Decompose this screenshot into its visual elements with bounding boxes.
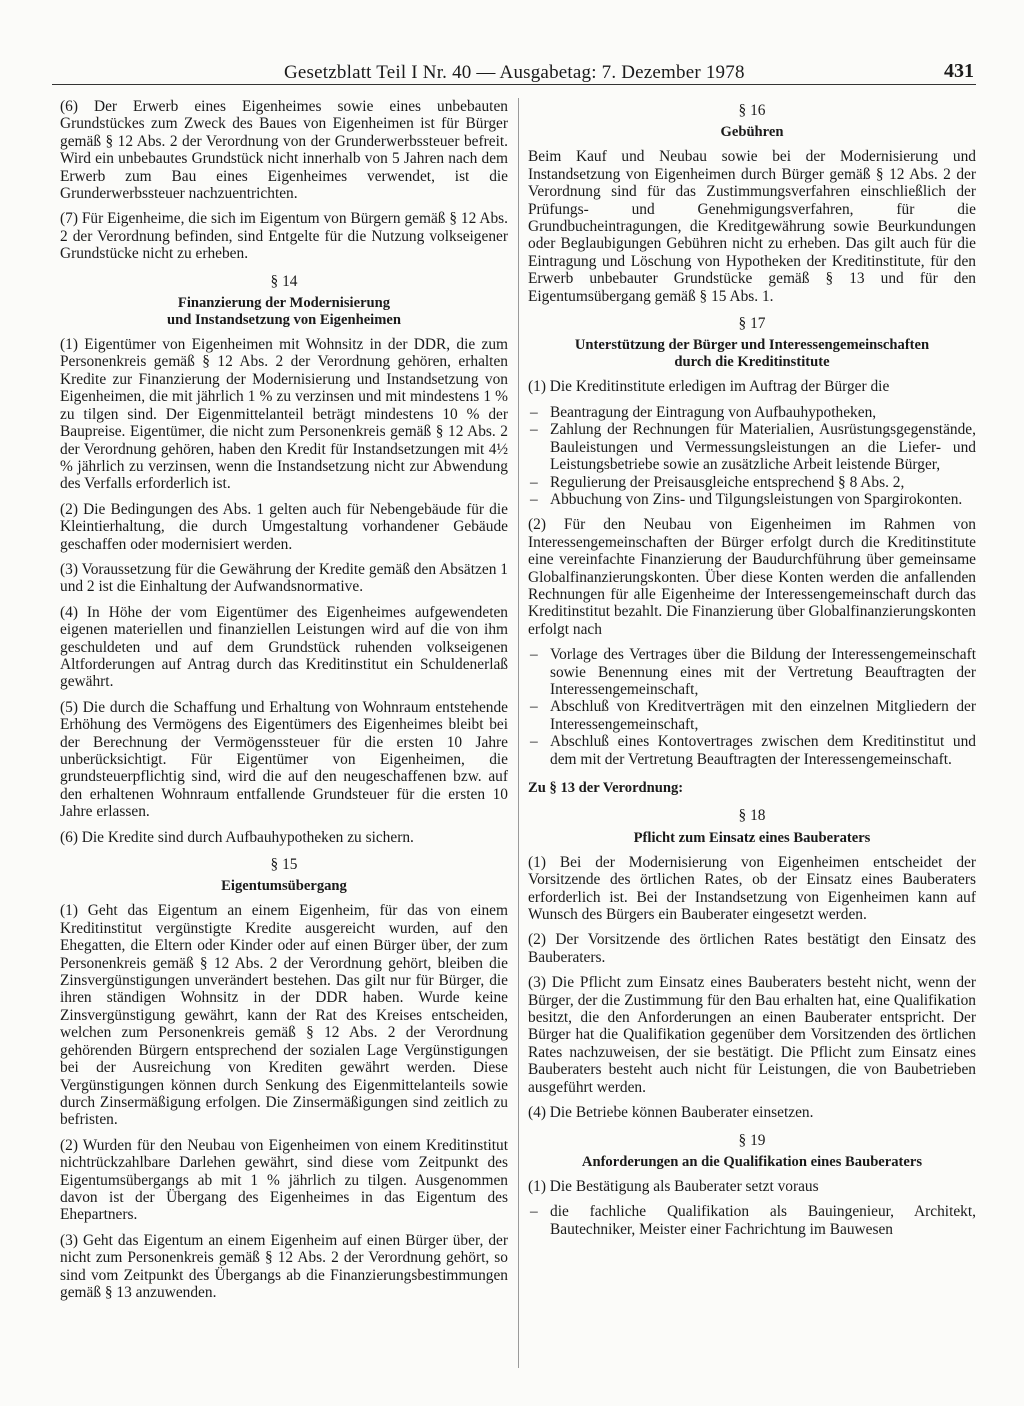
paragraph: (6) Die Kredite sind durch Aufbauhypotheken zu sichern. xyxy=(60,828,414,846)
paragraph: (3) Geht das Eigentum an einem Eigenheim auf einen Bürger über, der nicht zum Personenkreis gemäß § 12 Abs. 2 der Verordnung gehört, so sind vom Zeitpunkt des Übergangs ab die Finanzierungsbestimmungen gemäß § 13 anzuwenden. xyxy=(60,1231,508,1301)
paragraph: (2) Wurden für den Neubau von Eigenheimen von einem Kreditinstitut nichtrückzahlbare Darlehen gewährt, sind diese vom Zeitpunkt des Eigentumsübergangs ab mit 1 % jährlich zu tilgen. Ausgenommen davon ist der Übergang des Eigenheimes in das Eigentum des Ehepartners. xyxy=(60,1136,508,1224)
paragraph: (4) Die Betriebe können Bauberater einsetzen. xyxy=(528,1104,814,1122)
section-number: § 15 xyxy=(270,856,298,874)
paragraph: (1) Bei der Modernisierung von Eigenheimen entscheidet der Vorsitzende des örtlichen Rates, ob der Einsatz eines Bauberaters erforderlich ist. Bei der Instandsetzung von Eigenheimen kann auf Wunsch des Bürgers ein Bauberater eingesetzt werden. xyxy=(528,853,976,924)
list-item: – Regulierung der Preisausgleiche entsprechend § 8 Abs. 2, xyxy=(528,474,976,491)
section-title: Eigentumsübergang xyxy=(221,878,347,895)
paragraph: (2) Die Bedingungen des Abs. 1 gelten auch für Nebengebäude für die Kleintierhaltung, die durch Umgestaltung vorhandener Gebäude geschaffen oder modernisiert werden. xyxy=(60,500,508,553)
page-number: 431 xyxy=(944,60,974,82)
list-item: – Abschluß von Kreditverträgen mit den einzelnen Mitgliedern der Interessengemeinschaft, xyxy=(528,698,976,733)
paragraph: (4) In Höhe der vom Eigentümer des Eigenheimes aufgewendeten eigenen materiellen und finanziellen Leistungen wird auf die von ihm geschuldeten und auf dem Grundstück ruhenden volkseigenen Altforderungen auf Antrag durch das Kreditinstitut ein Schuldenerlaß gewährt. xyxy=(60,603,508,691)
section-number: § 16 xyxy=(738,102,766,119)
section-title: Pflicht zum Einsatz eines Bauberaters xyxy=(633,829,871,846)
list-item: – Zahlung der Rechnungen für Materialien, Ausrüstungsgegenstände, Bauleistungen und Vermessungsleistungen an die Liefer- und Leistungsbetriebe sowie an zusätzliche Arbeit leistende Bürger, xyxy=(528,421,976,473)
section-number: § 17 xyxy=(738,315,766,333)
paragraph: (1) Die Kreditinstitute erledigen im Auftrag der Bürger die xyxy=(528,378,890,396)
list-item: – die fachliche Qualifikation als Bauingenieur, Architekt, Bautechniker, Meister einer Fachrichtung im Bauwesen xyxy=(528,1203,976,1238)
section-title-line: Finanzierung der Modernisierung xyxy=(177,295,391,312)
subheading: Zu § 13 der Verordnung: xyxy=(528,780,684,796)
paragraph: (2) Für den Neubau von Eigenheimen im Rahmen von Interessengemeinschaften der Bürger erfolgt durch die Kreditinstitute eine vereinfachte Finanzierung der Baudurchführung über gemeinsame Globalfinanzierungskonten. Über diese Konten werden die anfallenden Rechnungen für alle Eigenheime der Interessengemeinschaft durch das Kreditinstitut bezahlt. Die Finanzierung über Globalfinanzierungskonten erfolgt nach xyxy=(528,516,976,638)
section-number: § 14 xyxy=(270,272,298,290)
paragraph: (6) Der Erwerb eines Eigenheimes sowie eines unbebauten Grundstückes zum Zweck des Baues von Eigenheimen ist für Bürger gemäß § 12 Abs. 2 der Verordnung von der Grunderwerbssteuer befreit. Wird ein unbebautes Grundstück nicht innerhalb von 5 Jahren nach dem Erwerb zum Bau eines Eigenheimes verwendet, ist die Grunderwerbssteuer nachzuentrichten. xyxy=(60,98,508,203)
paragraph: (5) Die durch die Schaffung und Erhaltung von Wohnraum entstehende Erhöhung des Vermögens des Eigentümers des Eigenheimes bleibt bei der Berechnung der Vermögenssteuer für die ersten 10 Jahre unberücksichtigt. Für Eigentümer von Eigenheimen, die grundsteuerpflichtig sind, wird die auf den neugeschaffenen bzw. auf den erhaltenen Wohnraum entfallende Grundsteuer für die ersten 10 Jahre erlassen. xyxy=(60,698,508,821)
section-number: § 19 xyxy=(738,1131,766,1149)
dash-list xyxy=(528,1203,976,1238)
paragraph: (1) Geht das Eigentum an einem Eigenheim, für das von einem Kreditinstitut vergünstigte Kredite ausgereicht wurden, auf den Ehegatten, die Eltern oder Kinder oder auf einen Bürger über, der zum Personenkreis gemäß § 12 Abs. 2 der Verordnung gehört, bleiben die Zinsvergünstigungen unverändert bestehen. Das gilt nur für Bürger, die ihren ständigen Wohnsitz in der DDR haben. Wurde keine Zinsvergünstigung gewährt, kann der Rat des Kreises entscheiden, welchen zum Personenkreis gemäß § 12 Abs. 2 der Verordnung gehörenden Bürgern entsprechend der sozialen Lage Vergünstigungen bei der Ausreichung von Krediten gewährt werden. Diese Vergünstigungen können durch Senkung des Eigenmittelanteils sowie durch Zinsermäßigung erfolgen. Die Zinsermäßigungen sind zeitlich zu befristen. xyxy=(60,902,508,1129)
list-item: – Abbuchung von Zins- und Tilgungsleistungen von Spargirokonten. xyxy=(528,491,976,508)
list-item: – Abschluß eines Kontovertrages zwischen dem Kreditinstitut und dem mit der Vertretung Beauftragten der Interessengemeinschaft. xyxy=(528,733,976,768)
left-column xyxy=(60,98,508,1309)
section-title xyxy=(528,337,976,371)
section-number: § 18 xyxy=(738,807,766,825)
paragraph: (7) Für Eigenheime, die sich im Eigentum von Bürgern gemäß § 12 Abs. 2 der Verordnung befinden, sind Entgelte für die Nutzung volkseigener Grundstücke nicht zu erheben. xyxy=(60,210,508,263)
paragraph: (2) Der Vorsitzende des örtlichen Rates bestätigt den Einsatz des Bauberaters. xyxy=(528,931,976,966)
right-column xyxy=(528,98,976,1246)
dash-list xyxy=(528,646,976,768)
section-title-line: durch die Kreditinstitute xyxy=(674,354,830,371)
column-divider xyxy=(518,98,519,1368)
section-title: Anforderungen an die Qualifikation eines Bauberaters xyxy=(581,1153,923,1170)
paragraph: (1) Die Bestätigung als Bauberater setzt voraus xyxy=(528,1177,819,1195)
page-header xyxy=(52,60,976,85)
paragraph: (3) Die Pflicht zum Einsatz eines Bauberaters besteht nicht, wenn der Bürger, der die Zustimmung für den Bau erhalten hat, eine Qualifikation besitzt, die den Anforderungen an einen Bauberater entspricht. Der Bürger hat die Qualifikation gegenüber dem Vorsitzenden des örtlichen Rates nachzuweisen, der sie bestätigt. Die Pflicht zum Einsatz eines Bauberaters besteht auch nicht für Leistungen, die von Baubetrieben ausgeführt werden. xyxy=(528,974,976,1096)
section-title-line: und Instandsetzung von Eigenheimen xyxy=(167,312,401,329)
paragraph: (1) Eigentümer von Eigenheimen mit Wohnsitz in der DDR, die zum Personenkreis gemäß § 12 Abs. 2 der Verordnung gehören, erhalten Kredite zur Finanzierung der Modernisierung und Instandsetzung von Eigenheimen, die mit jährlich 1 % zu verzinsen und mit mindestens 1 % zu tilgen sind. Der Eigenmittelanteil beträgt mindestens 10 % der Baupreise. Eigentümer, die nicht zum Personenkreis gemäß § 12 Abs. 2 der Verordnung gehören, haben den Kredit für Instandsetzungen mit 4½ % jährlich zu verzinsen, wenn die Instandsetzung nicht zur Abwendung des Verfalls erforderlich ist. xyxy=(60,336,508,493)
section-title: Gebühren xyxy=(720,124,784,141)
gazette-title: Gesetzblatt Teil I Nr. 40 — Ausgabetag: 7. Dezember 1978 xyxy=(284,62,745,83)
paragraph: Beim Kauf und Neubau sowie bei der Modernisierung und Instandsetzung von Eigenheimen durch Bürger gemäß § 12 Abs. 2 der Verordnung sind für das Zustimmungsverfahren einschließlich der Prüfungs- und Genehmigungsverfahren, für die Grundbucheintragungen, die Kreditgewährung sowie Beurkundungen oder Beglaubigungen Gebühren nicht zu erheben. Das gilt auch für die Eintragung und Löschung von Hypotheken der Kreditinstitute, für den Erwerb unbebauter Grundstücke gemäß § 13 und für den Eigentumsübergang gemäß § 15 Abs. 1. xyxy=(528,148,976,305)
list-item: – Vorlage des Vertrages über die Bildung der Interessengemeinschaft sowie Benennung eines mit der Vertretung Beauftragten der Interessengemeinschaft, xyxy=(528,646,976,698)
dash-list xyxy=(528,404,976,508)
section-title-line: Unterstützung der Bürger und Interessengemeinschaften xyxy=(574,337,930,354)
list-item: – Beantragung der Eintragung von Aufbauhypotheken, xyxy=(528,404,976,421)
paragraph: (3) Voraussetzung für die Gewährung der Kredite gemäß den Absätzen 1 und 2 ist die Einhaltung der Aufwandsnormative. xyxy=(60,560,508,596)
section-title xyxy=(60,295,508,329)
